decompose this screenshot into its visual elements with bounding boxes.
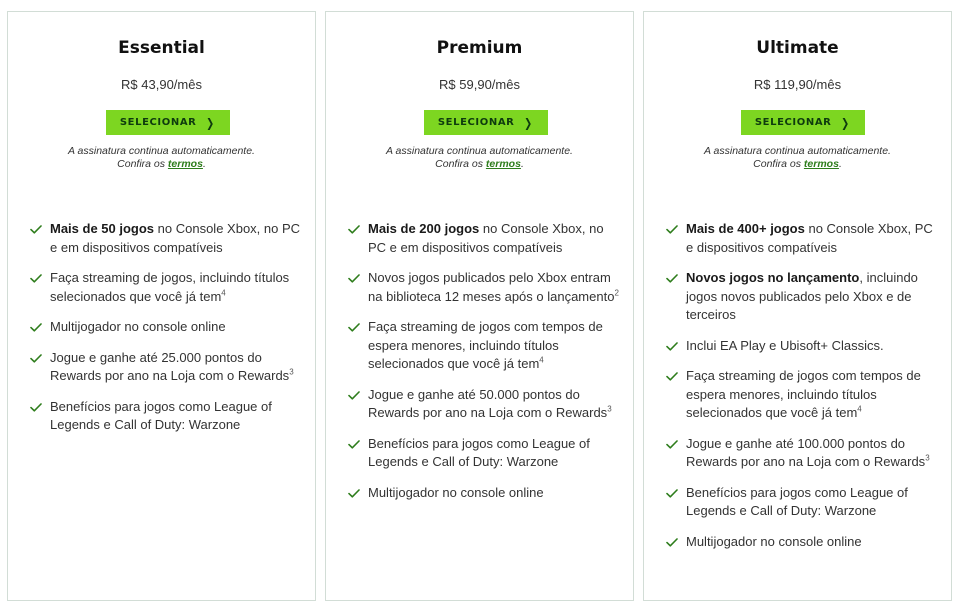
- check-icon: [666, 225, 678, 233]
- check-icon: [30, 354, 42, 362]
- feature-text: Benefícios para jogos como League of Legends e Call of Duty: Warzone: [50, 398, 272, 432]
- feature-text: Jogue e ganhe até 50.000 pontos do Rewards por ano na Loja com o Rewards: [368, 386, 608, 420]
- footnote-marker: 4: [221, 288, 226, 298]
- select-button-label: SELECIONAR: [754, 117, 832, 128]
- footnote-marker: 2: [614, 288, 619, 298]
- feature-item: [666, 269, 939, 325]
- check-icon: [348, 489, 360, 497]
- feature-text: Novos jogos publicados pelo Xbox entram na biblioteca 12 meses após o lançamento: [368, 270, 615, 304]
- feature-text: Jogue e ganhe até 25.000 pontos do Rewards por ano na Loja com o Rewards: [50, 349, 290, 383]
- feature-text: Benefícios para jogos como League of Legends e Call of Duty: Warzone: [368, 435, 590, 469]
- select-button-label: SELECIONAR: [119, 117, 197, 128]
- feature-text: Faça streaming de jogos com tempos de espera menores, incluindo títulos selecionados que você já tem: [368, 319, 603, 371]
- check-icon: [30, 403, 42, 411]
- feature-item: [30, 220, 303, 257]
- plan-card-ultimate: [643, 11, 952, 601]
- feature-item: [30, 318, 303, 337]
- feature-highlight: Novos jogos no lançamento: [686, 270, 860, 285]
- renew-suffix: .: [202, 158, 206, 170]
- feature-highlight: Mais de 200 jogos: [368, 221, 480, 236]
- feature-item: [666, 337, 939, 356]
- feature-text: Jogue e ganhe até 100.000 pontos do Rewards por ano na Loja com o Rewards: [686, 435, 926, 469]
- feature-text: , incluindo jogos novos publicados pelo Xbox e de terceiros: [686, 270, 918, 322]
- feature-text: Faça streaming de jogos, incluindo títulos selecionados que você já tem: [50, 270, 290, 304]
- feature-item: [30, 349, 303, 386]
- check-icon: [666, 274, 678, 282]
- feature-item: [30, 269, 303, 306]
- feature-item: [666, 533, 939, 552]
- feature-item: [666, 220, 939, 257]
- renew-suffix: .: [520, 158, 524, 170]
- terms-link[interactable]: termos: [167, 158, 203, 170]
- feature-highlight: Mais de 50 jogos: [50, 221, 155, 236]
- feature-item: [348, 386, 621, 423]
- auto-renew-notice: [644, 145, 951, 171]
- renew-prefix: Confira os: [753, 158, 801, 170]
- feature-list: [666, 220, 939, 563]
- plan-name: Ultimate: [756, 38, 839, 58]
- feature-text: Multijogador no console online: [50, 319, 226, 334]
- feature-list: [348, 220, 621, 514]
- footnote-marker: 3: [925, 453, 930, 463]
- chevron-right-icon: ❯: [841, 115, 851, 130]
- feature-item: [666, 435, 939, 472]
- chevron-right-icon: ❯: [206, 115, 216, 130]
- chevron-right-icon: ❯: [524, 115, 534, 130]
- plan-name: Premium: [436, 38, 523, 58]
- check-icon: [666, 489, 678, 497]
- renew-suffix: .: [838, 158, 842, 170]
- auto-renew-notice: [8, 145, 315, 171]
- feature-item: [348, 318, 621, 374]
- feature-item: [666, 367, 939, 423]
- select-button[interactable]: [424, 110, 548, 135]
- select-button-label: SELECIONAR: [437, 117, 515, 128]
- plan-card-premium: [325, 11, 634, 601]
- feature-text: no Console Xbox, no PC e em dispositivos compatíveis: [50, 221, 301, 255]
- plan-price: R$ 43,90/mês: [121, 77, 202, 92]
- feature-text: Multijogador no console online: [686, 533, 862, 549]
- check-icon: [348, 391, 360, 399]
- feature-item: [348, 484, 621, 503]
- feature-item: [348, 269, 621, 306]
- feature-text: Faça streaming de jogos com tempos de espera menores, incluindo títulos selecionados que você já tem: [686, 368, 921, 420]
- check-icon: [348, 274, 360, 282]
- terms-link[interactable]: termos: [803, 158, 839, 170]
- check-icon: [666, 538, 678, 546]
- renew-line: A assinatura continua automaticamente.: [704, 145, 891, 157]
- check-icon: [666, 372, 678, 380]
- feature-item: [348, 435, 621, 472]
- renew-prefix: Confira os: [435, 158, 483, 170]
- feature-item: [30, 398, 303, 435]
- feature-highlight: Mais de 400+ jogos: [686, 221, 805, 236]
- feature-text: no Console Xbox, PC e dispositivos compatíveis: [686, 221, 933, 255]
- footnote-marker: 4: [857, 404, 862, 414]
- footnote-marker: 3: [289, 367, 294, 377]
- check-icon: [348, 323, 360, 331]
- plan-price: R$ 59,90/mês: [439, 77, 520, 92]
- select-button[interactable]: [741, 110, 865, 135]
- plan-name: Essential: [118, 38, 205, 58]
- feature-text: Multijogador no console online: [368, 484, 544, 500]
- feature-item: [666, 484, 939, 521]
- check-icon: [348, 225, 360, 233]
- plan-price: R$ 119,90/mês: [753, 77, 842, 92]
- renew-line: A assinatura continua automaticamente.: [68, 145, 255, 157]
- check-icon: [30, 323, 42, 331]
- feature-list: [30, 220, 303, 447]
- plan-card-essential: [7, 11, 316, 601]
- footnote-marker: 3: [607, 404, 612, 414]
- select-button[interactable]: [106, 110, 230, 135]
- check-icon: [666, 342, 678, 350]
- renew-line: A assinatura continua automaticamente.: [386, 145, 573, 157]
- feature-text: no Console Xbox, no PC e em dispositivos compatíveis: [368, 221, 604, 255]
- footnote-marker: 4: [539, 355, 544, 365]
- check-icon: [30, 274, 42, 282]
- feature-item: [348, 220, 621, 257]
- auto-renew-notice: [326, 145, 633, 171]
- feature-text: Benefícios para jogos como League of Legends e Call of Duty: Warzone: [686, 484, 908, 518]
- check-icon: [666, 440, 678, 448]
- renew-prefix: Confira os: [117, 158, 165, 170]
- terms-link[interactable]: termos: [485, 158, 521, 170]
- check-icon: [30, 225, 42, 233]
- check-icon: [348, 440, 360, 448]
- feature-text: Inclui EA Play e Ubisoft+ Classics.: [686, 337, 884, 353]
